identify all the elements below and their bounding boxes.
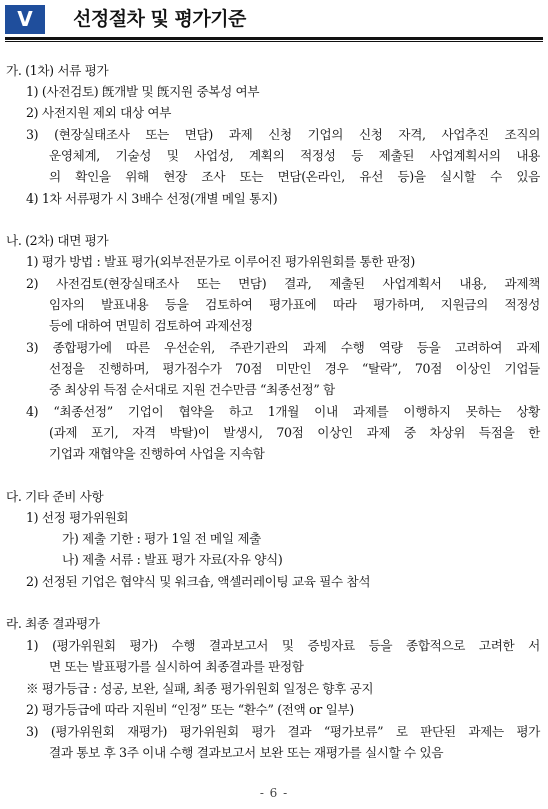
list-item: 2) 사전지원 제외 대상 여부 [26, 105, 172, 120]
list-item: 3) (현장실태조사 또는 면담) 과제 신청 기업의 신청 자격, 사업추진 조직의 [26, 127, 541, 142]
section-header [3, 3, 543, 39]
list-item-continuation: 운영체계, 기술성 및 사업성, 계획의 적정성 등 제출된 사업계획서의 내용 [49, 148, 540, 163]
header-rule-thick [5, 37, 543, 40]
list-item: 1) (평가위원회 평가) 수행 결과보고서 및 증빙자료 등을 종합적으로 고려한 서 [26, 638, 540, 653]
section-heading-preparation: 다. 기타 준비 사항 [6, 489, 104, 504]
list-subitem: 가) 제출 기한 : 평가 1일 전 메일 제출 [62, 531, 261, 546]
list-item: 1) (사전검토) 旣개발 및 旣지원 중복성 여부 [26, 84, 260, 99]
list-item-continuation: 기업과 재협약을 진행하여 사업을 지속함 [49, 446, 265, 461]
section-heading-interview: 나. (2차) 대면 평가 [6, 233, 109, 248]
list-item: 3) (평가위원회 재평가) 평가위원회 평가 결과 “평가보류” 로 판단된 과제는 평가 [26, 724, 541, 739]
list-item-continuation: 의 확인을 위해 현장 조사 또는 면담(온라인, 유선 등)을 실시할 수 있음 [49, 169, 540, 184]
list-item-continuation: (과제 포기, 자격 박탈)이 발생시, 70점 이상인 과제 중 차상위 득점을 한 [49, 425, 540, 440]
list-item: 2) 평가등급에 따라 지원비 “인정” 또는 “환수” (전액 or 일부) [26, 702, 354, 717]
page-number: - 6 - [259, 786, 289, 800]
list-item: 2) 사전검토(현장실태조사 또는 면담) 결과, 제출된 사업계획서 내용, 과제책 [26, 276, 540, 291]
list-item-continuation: 면 또는 발표평가를 실시하여 최종결과를 판정함 [49, 659, 304, 674]
list-item: 1) 평가 방법 : 발표 평가(외부전문가로 이루어진 평가위원회를 통한 판정) [26, 254, 415, 269]
list-item: 3) 종합평가에 따른 우선순위, 주관기관의 과제 수행 역량 등을 고려하여 과제 [26, 340, 541, 355]
note-item: ※ 평가등급 : 성공, 보완, 실패, 최종 평가위원회 일정은 향후 공지 [26, 681, 374, 696]
section-number-badge: V [5, 5, 45, 34]
list-subitem: 나) 제출 서류 : 발표 평가 자료(자유 양식) [62, 552, 283, 567]
list-item: 1) 선정 평가위원회 [26, 510, 129, 525]
list-item-continuation: 임자의 발표내용 등을 검토하여 평가표에 따라 평가하며, 지원금의 적정성 [49, 297, 540, 312]
list-item-continuation: 등에 대하여 면밀히 검토하여 과제선정 [49, 318, 253, 333]
list-item-continuation: 중 최상위 득점 순서대로 지원 건수만큼 “최종선정” 함 [49, 382, 335, 397]
list-item-continuation: 결과 통보 후 3주 이내 수행 결과보고서 보완 또는 재평가를 실시할 수 있음 [49, 745, 444, 760]
header-rule-thin [5, 41, 543, 42]
list-item: 4) 1차 서류평가 시 3배수 선정(개별 메일 통지) [26, 191, 278, 206]
section-heading-screening: 가. (1차) 서류 평가 [6, 63, 109, 78]
section-heading-final-evaluation: 라. 최종 결과평가 [6, 616, 100, 631]
list-item: 2) 선정된 기업은 협약식 및 워크숍, 액셀러레이팅 교육 필수 참석 [26, 574, 371, 589]
list-item: 4) “최종선정” 기업이 협약을 하고 1개월 이내 과제를 이행하지 못하는 상황 [26, 404, 540, 419]
list-item-continuation: 선정을 진행하며, 평가점수가 70점 미만인 경우 “탈락”, 70점 이상인 기업들 [49, 361, 540, 376]
section-title: 선정절차 및 평가기준 [73, 8, 246, 30]
